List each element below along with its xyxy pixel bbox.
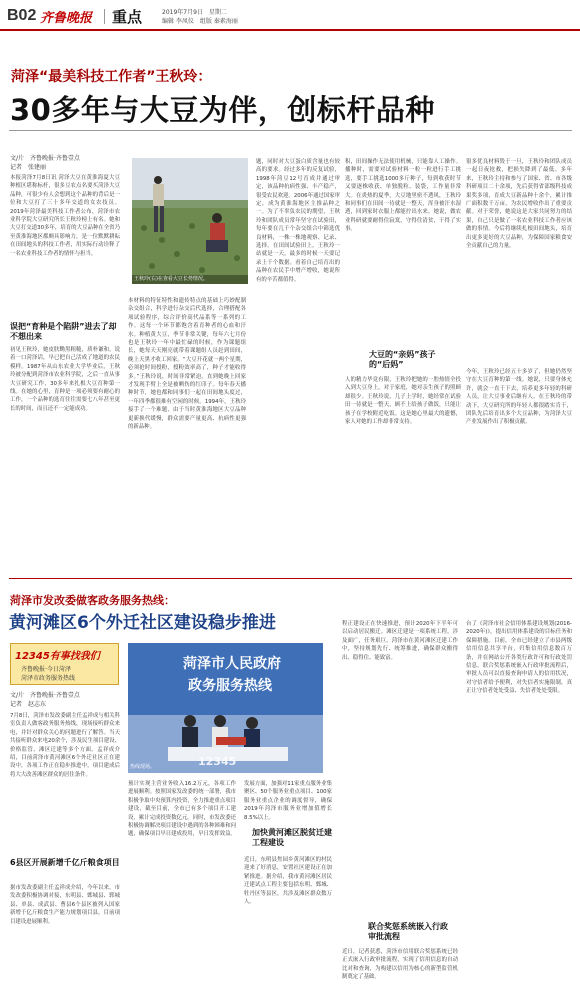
masthead-divider bbox=[104, 9, 105, 24]
hotline-logo-sub: 齐鲁晚报·今日菏泽 bbox=[21, 666, 71, 673]
story2-col4: 程正建设正在快速推进，预计2020年下半年可以启动居民搬迁。滩区迁建是一项系统工程，涉及面广，任务艰巨。菏泽市在黄河滩区迁建工作中，坚持规划先行、统筹推进，确保群众搬得出、稳得住、能致富。 bbox=[342, 621, 458, 661]
section-label: 重点 bbox=[112, 8, 143, 26]
story1-col1b: 初见王秋玲，她皮肤黝黑粗糙，质朴谦和，说着一口菏泽话，早已把自己活成了地道的农民模样。1987年从山东农业大学毕业后，王秋玲被分配到菏泽市农业科学院，之后一直从事大豆研究工作，30多年来扎根大豆育种第一线。在她的心里，育种是一项必须要有耐心的工作，一个品种的选育往往需要七八年甚至更长的时间，而且还不一定能成功。 bbox=[10, 347, 120, 412]
story2-kicker: 菏泽市发改委做客政务服务热线： bbox=[10, 594, 175, 607]
story2-col1: 7月8日，菏泽市发改委副主任孟祥成与相关科室负责人做客政务服务热线，现场接听群众来电，并针对群众关心的问题进行了解答。当天共接听群众来电20余个，涉及民生项目建设、价格监管、滩区迁建等多个方面。孟祥成介绍，目前菏泽市黄河滩区6个外迁社区正在建设中，各项工作正在稳步推进中，项目建成后将大大改善滩区群众的居住条件。 bbox=[10, 713, 120, 778]
story2-subhead2: 加快黄河滩区脱贫迁建工程建设 bbox=[252, 828, 332, 847]
story2-col3b: 近日，东明县焦园乡黄河滩区的村民迎来了好消息，安置社区建设正在加紧推进。据介绍，我市黄河滩区居民迁建试点工程主要包括东明、鄄城、牡丹区等县区，共涉及滩区群众数万人。 bbox=[244, 857, 332, 906]
story-separator bbox=[9, 578, 572, 579]
story1-photo bbox=[132, 158, 248, 284]
banner-title2: 政务服务热线 bbox=[188, 678, 272, 694]
banner-number: 12345 bbox=[198, 755, 237, 768]
story1-byline bbox=[10, 154, 120, 172]
story2-subhead3: 联合奖惩系统嵌入行政审批流程 bbox=[368, 922, 448, 941]
story2-col4b: 近日，记者获悉，菏泽市信用联合奖惩系统已经正式嵌入行政审批流程，实现了信用信息的自动比对和查询，为构建以信用为核心的新型监管机制奠定了基础。 bbox=[342, 949, 458, 981]
story1-byline-line2: 记者 张建丽 bbox=[10, 164, 47, 171]
story2-photo-caption: 热线现场。 bbox=[130, 764, 156, 770]
story1-subhead1: 误把“育种是个陷阱”进去了却不想出来 bbox=[10, 322, 117, 341]
story2-col5: 台了《菏泽市社会信用体系建设规划(2016-2020年)》，提出信用体系建设的目标任务和保障措施。目前，全市已经建立了市县两级信用信息共享平台，归集信用信息数百万条，并在网站公开各类行政许可和行政处罚信息。联合奖惩系统嵌入行政审批流程后，审批人员可以直接查询申请人的信用状况，对守信者给予便利，对失信者实施限制，真正让守信者处处受益、失信者处处受限。 bbox=[466, 621, 572, 695]
story1-kicker: 菏泽“最美科技工作者”王秋玲： bbox=[11, 69, 212, 85]
masthead-rule bbox=[0, 29, 580, 31]
masthead bbox=[0, 0, 580, 30]
story1-byline-line1: 文/片 齐鲁晚报·齐鲁壹点 bbox=[10, 155, 80, 162]
story2-headline: 黄河滩区6个外迁社区建设稳步推进 bbox=[9, 613, 276, 633]
story1-col2: 本材料的特征特性和遗传特点的基础上巧妙配制杂交组合，科学进行杂交后代选择，合理搭配各项试验程序，综合评价高代品系等一系列的工作。这每一个环节都饱含着育种者的心血和汗水。种植黄大豆，季节非常关键，每年六七月份也是王秋玲一年中最忙碌的时候，作为课题组长，她每天天刚亮就带着课题组人员赶到田间，晚上天黑才收工回家。“大豆开花就一两个星期，必须抢时间授粉，授粉效率高了，种子才能收得多。”王秋玲说，时间非常紧迫，直到她晚上回家才发现手臂上全是被晒伤的红印子。每年春天播种时节，她也都和同事们一起在田间地头度过，一年四季都很难有空闲的时候。1994年，王秋玲接手了一个难题，由于当时黄淮海地区大豆品种更新换代缓慢，群众需要产量更高、抗病性更强的新品种。 bbox=[128, 298, 246, 431]
story1-col1: 本报菏泽7月8日讯 菏泽大豆在黄淮海夏大豆种植区堪称标杆，很多豆农点名要买菏泽大豆品种，可很少有人会想到这个品种的背后是一位和大豆打了三十多年交道的女农技员。2019年菏泽最美科技工作者公布，菏泽市农业科学院大豆研究所长王秋玲榜上有名。她和大豆打交道30多年，培育的大豆品种在全省乃至黄淮海地区都颇具影响力，是一位默默耕耘在田间地头的科技工作者，用实际行动诠释了一名农业科技工作者的情怀与担当。 bbox=[10, 175, 120, 257]
story1-col4: 积，田间操作无法使用机械，只能靠人工操作。播种时，需要对试验材料一粒一粒进行手工挑选，要手工挑选1000多斤种子，每到收获时节又要逐株收获、单独脱粒、装袋，工作量非常大。在炎热的夏季，大豆地里密不透风，王秋玲和同事们在田间一待就是一整天，浑身被汗水湿透，回到家时衣服上都能拧出水来。她说，做农业科研就要耐得住寂寞，守得住清贫，干得了实事。 bbox=[345, 159, 461, 233]
hotline-logo bbox=[10, 643, 119, 685]
story2-col1b: 据市发改委副主任孟祥成介绍，今年以来，市发改委积极协调对接，东明县、鄄城县、郓城县、单县、成武县、曹县6个县区被列入国家新增千亿斤粮食生产能力规划项目县，目前项目建设进展顺利。 bbox=[10, 885, 120, 925]
story2-byline-line2: 记者 赵志东 bbox=[10, 701, 47, 708]
story2-col2: 预计实现主营业务收入16.2万元，各项工作进展顺利。按照国家发改委的统一部署，我市积极争取中央预算内投资，全力推进重点项目建设，截至目前，全市已有多个项目开工建设，累计完成投资数亿元。同时，市发改委还积极协调解决项目建设中遇到的各种困难和问题，确保项目早日建成投用，早日发挥效益。 bbox=[128, 781, 236, 838]
field-photo-image bbox=[132, 158, 248, 284]
editor-credits: 编辑 李凤仪 组版 秦素海丽 bbox=[162, 18, 238, 25]
issue-date: 2019年7月9日 星期二 bbox=[162, 9, 227, 16]
story2-byline bbox=[10, 691, 120, 709]
story1-col5: 很多优良材料毁于一旦，王秋玲和团队成员一起日夜抢救，把损失降到了最低。多年来，王秋玲主持和参与了国家、省、市各级科研项目二十余项，先后获得省部级科技成果奖多项，育成大豆新品种十余个，累计推广面积数千万亩，为农民增收作出了重要贡献。对于荣誉，她说这是大家共同努力的结果，自己只是做了一名农业科技工作者应该做的事情。今后将继续扎根田间地头，培育出更多更好的大豆品种，为保障国家粮食安全贡献自己的力量。 bbox=[466, 159, 572, 250]
story1-col4b: 人的精力毕竟有限，王秋玲把她的一腔热情全投入到大豆身上，对于家庭，她对亲生孩子的照顾却很少。王秋玲说，儿子上学时，她经常在试验田一待就是一整天，顾不上给孩子做饭，只能让孩子在学校附近吃饭。这是她心里最大的遗憾，家人对她的工作却非常支持。 bbox=[345, 377, 461, 426]
story1-col3: 题，同时对大豆蛋白质含量也有较高的要求。经过多年的反复试验，1998年菏豆12号育成并通过审定，该品种抗病性强、丰产稳产，很受农民欢迎。2006年通过国家审定，成为黄淮海地区主推品种之一。为了不辜负农民的期望，王秋玲和团队成员常年坚守在试验田，每年要在几千个杂交组合中筛选优良材料，一株一株地观察、记录、选择。在田间试验田上，王秋玲一站就是一天，最多的时候一天要记录上千个数据。看着自己培育出的品种在农民手中增产增收，她说所有的辛苦都值得。 bbox=[256, 159, 340, 283]
story2-col3: 发展方面，加强对11家重点服务业集聚区、50个服务业重点项目、100家服务业重点企业的调度督导，确保2019年菏泽市服务业增加值增长8.5%以上。 bbox=[244, 781, 332, 821]
story1-photo-caption: 王秋玲(右)在查看大豆长势情况。 bbox=[134, 276, 208, 282]
story1-subhead2: 大豆的“亲妈”孩子的“后妈” bbox=[369, 350, 436, 369]
banner-title1: 菏泽市人民政府 bbox=[183, 656, 281, 672]
newspaper-logo: 齐鲁晚报 bbox=[40, 11, 93, 26]
story2-photo bbox=[128, 643, 323, 773]
page-number: B02 bbox=[7, 7, 37, 24]
hotline-logo-title: 12345有事找我们 bbox=[15, 651, 100, 662]
story1-headline-rule bbox=[9, 130, 572, 131]
story2-subhead1: 6县区开展新增千亿斤粮食项目 bbox=[10, 858, 120, 867]
story1-col5b: 今年，王秋玲已经五十多岁了，但她仍然坚守在大豆育种的第一线。她说，只要身体允许，就会一直干下去，培养更多年轻的科研人员，让大豆事业后继有人。在王秋玲的带动下，大豆研究所的年轻人都很踏实肯干，团队先后培育出多个大豆品种，为菏泽大豆产业发展作出了积极贡献。 bbox=[466, 369, 572, 426]
story2-byline-line1: 文/片 齐鲁晚报·齐鲁壹点 bbox=[10, 692, 80, 699]
hotline-logo-sub2: 菏泽市政务服务热线 bbox=[21, 675, 76, 682]
story1-headline: 30多年与大豆为伴，创标杆品种 bbox=[10, 93, 435, 127]
